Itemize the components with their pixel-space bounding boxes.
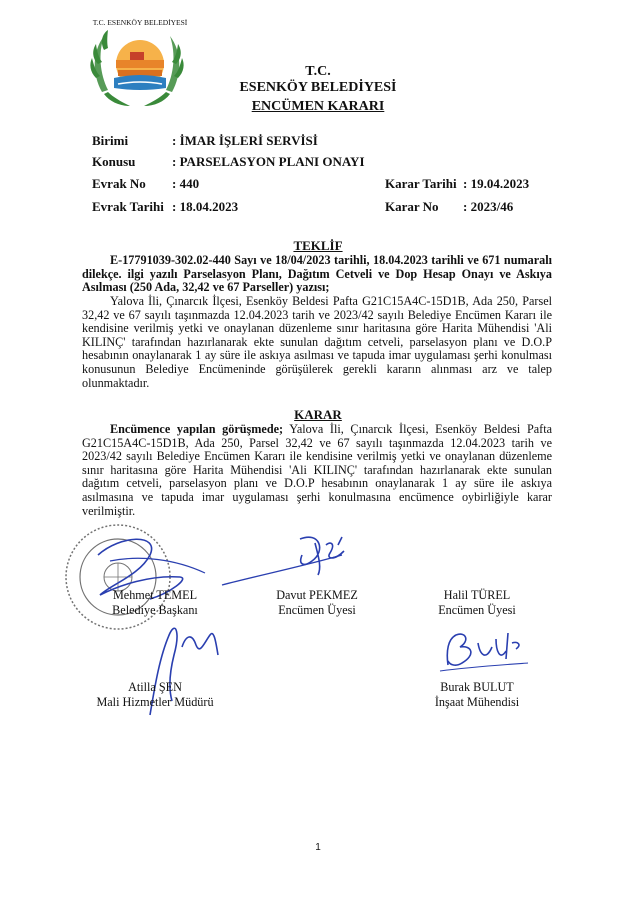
meta-karar-tarihi-label: Karar Tarihi bbox=[385, 176, 457, 191]
teklif-bold-intro: E-17791039-302.02-440 Sayı ve 18/04/2023 tarihli, 18.04.2023 tarihli ve 671 numaralı dilekçe. ilgi yazılı Parselasyon Planı, Dağıtım Cetveli ve Dop Hesap Onayı ve Askıya Asılması (250 Ada, 32,42 ve 67 Parseller) yazısı; bbox=[82, 253, 552, 295]
seal-ring-text: T.C. ESENKÖY BELEDİYESİ bbox=[92, 18, 188, 27]
signature-block-2 bbox=[237, 588, 397, 618]
signatory-title: Mali Hizmetler Müdürü bbox=[96, 695, 214, 709]
signature-block-4 bbox=[75, 680, 235, 710]
teklif-heading: TEKLİF bbox=[293, 238, 343, 253]
signatory-name: Atilla ŞEN bbox=[128, 680, 182, 694]
meta-evrak-tarihi-value: : 18.04.2023 bbox=[172, 199, 239, 214]
meta-evrak-tarihi-label: Evrak Tarihi bbox=[92, 199, 164, 214]
signatory-name: Mehmet TEMEL bbox=[112, 588, 198, 602]
teklif-body: Yalova İli, Çınarcık İlçesi, Esenköy Beldesi Pafta G21C15A4C-15D1B, Ada 250, Parsel 32,42 ve 67 sayılı taşınmazda 12.04.2023 tarih ve 2023/42 sayılı Belediye Encümen Kararı ile kendisine verilmiş yetki ve onaylanan düzenleme sınır haritasına göre Harita Mühendisi 'Ali KILINÇ' tarafından hazırlanarak ekte sunulan dağıtım cetveli, parselasyon planı ve D.O.P hesabının onaylanarak 1 ay süre ile askıya asılması ve tapuda imar uygulaması şerhi konulması konusunun Belediye Encümeninde görüşülerek gerekli kararın alınması arz ve talep olunmaktadır. bbox=[82, 294, 552, 390]
meta-karar-no-value: : 2023/46 bbox=[463, 199, 514, 214]
signatory-title: İnşaat Mühendisi bbox=[434, 695, 520, 709]
signatory-title: Belediye Başkanı bbox=[112, 603, 198, 617]
karar-body: Yalova İli, Çınarcık İlçesi, Esenköy Beldesi Pafta G21C15A4C-15D1B, Ada 250, Parsel 32,42 ve 67 sayılı taşınmazda 12.04.2023 tarih ve 2023/42 sayılı Belediye Encümen Kararı ile kendisine verilmiş yetki ve onaylanan düzenleme sınır haritasına göre Harita Mühendisi 'Ali KILINÇ' tarafından hazırlanarak ekte sunulan dağıtım cetveli, parselasyon planı ve D.O.P hesabının onaylanarak 1 ay süre ile askıya asılmasına ve tapuda imar uygulaması şerhi konulmasına encümence oybirliğiyle karar verilmiştir. bbox=[82, 422, 552, 518]
signatory-name: Davut PEKMEZ bbox=[276, 588, 358, 602]
signature-block-1 bbox=[75, 588, 235, 618]
header-title: ENCÜMEN KARARI bbox=[251, 99, 385, 114]
meta-birimi-label: Birimi bbox=[92, 133, 129, 148]
signatory-name: Halil TÜREL bbox=[443, 588, 511, 602]
signatory-name: Burak BULUT bbox=[440, 680, 514, 694]
header-municipality: ESENKÖY BELEDİYESİ bbox=[239, 80, 397, 95]
meta-karar-no-label: Karar No bbox=[385, 199, 439, 214]
meta-evrak-no-label: Evrak No bbox=[92, 176, 146, 191]
davut-pekmez-signature bbox=[300, 537, 344, 575]
signature-block-3 bbox=[397, 588, 557, 618]
meta-birimi-value: : İMAR İŞLERİ SERVİSİ bbox=[172, 133, 318, 148]
signature-block-5 bbox=[397, 680, 557, 710]
karar-paragraph bbox=[82, 423, 552, 518]
header-tc: T.C. bbox=[305, 64, 331, 79]
signatory-title: Encümen Üyesi bbox=[438, 603, 516, 617]
meta-konusu-value: : PARSELASYON PLANI ONAYI bbox=[172, 154, 365, 169]
page-number: 1 bbox=[315, 842, 321, 853]
meta-evrak-no-value: : 440 bbox=[172, 176, 200, 191]
karar-bold-intro: Encümence yapılan görüşmede; bbox=[110, 422, 284, 436]
karar-heading: KARAR bbox=[294, 407, 342, 422]
meta-karar-tarihi-value: : 19.04.2023 bbox=[463, 176, 530, 191]
burak-bulut-signature bbox=[447, 633, 519, 665]
meta-konusu-label: Konusu bbox=[92, 154, 136, 169]
signatory-title: Encümen Üyesi bbox=[278, 603, 356, 617]
